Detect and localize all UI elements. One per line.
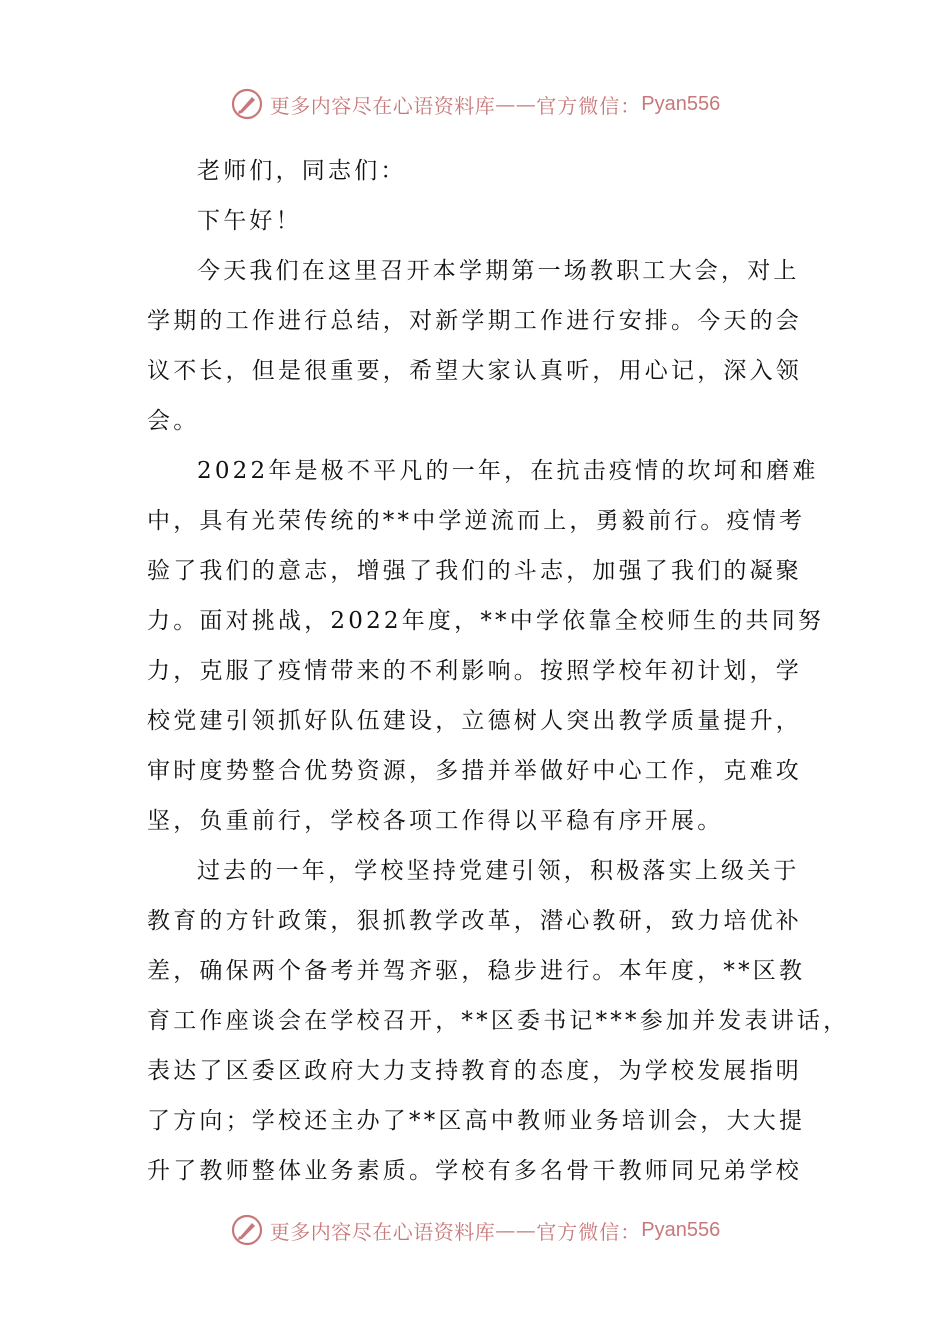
watermark-wechat-label: 官方微信： (536, 1219, 642, 1244)
text-line: 老师们，同志们： (197, 158, 407, 184)
quill-logo-icon (230, 1213, 264, 1247)
watermark-dash: —— (495, 1218, 537, 1242)
text-line: 过去的一年，学校坚持党建引领，积极落实上级关于 (197, 858, 800, 884)
text-line: 审时度势整合优势资源，多措并举做好中心工作，克难攻 (147, 758, 802, 784)
text-line: 力，克服了疫情带来的不利影响。按照学校年初计划，学 (147, 658, 802, 684)
header-watermark-banner (0, 84, 950, 124)
watermark-main-text: 更多内容尽在心语资料库 (269, 93, 496, 118)
text-line: 2022年是极不平凡的一年，在抗击疫情的坎坷和磨难 (197, 458, 819, 484)
text-line: 验了我们的意志，增强了我们的斗志，加强了我们的凝聚 (147, 558, 802, 584)
watermark-wechat-label: 官方微信： (536, 93, 642, 118)
text-line: 学期的工作进行总结，对新学期工作进行安排。今天的会 (147, 308, 802, 334)
watermark-dash: —— (495, 92, 537, 116)
quill-logo-icon (230, 87, 264, 121)
footer-watermark-banner (0, 1210, 950, 1250)
text-line: 今天我们在这里召开本学期第一场教职工大会，对上 (197, 258, 800, 284)
document-body (147, 146, 850, 1196)
text-line: 升了教师整体业务素质。学校有多名骨干教师同兄弟学校 (147, 1158, 802, 1184)
text-line: 育工作座谈会在学校召开，**区委书记***参加并发表讲话， (147, 1008, 850, 1034)
text-line: 力。面对挑战，2022年度，**中学依靠全校师生的共同努 (147, 608, 825, 634)
text-line: 校党建引领抓好队伍建设，立德树人突出教学质量提升， (147, 708, 802, 734)
text-line: 下午好！ (197, 208, 302, 234)
watermark-wechat-id: Pyan556 (641, 92, 721, 115)
text-line: 差，确保两个备考并驾齐驱，稳步进行。本年度，**区教 (147, 958, 806, 984)
text-line: 坚，负重前行，学校各项工作得以平稳有序开展。 (147, 808, 724, 834)
text-line: 了方向；学校还主办了**区高中教师业务培训会，大大提 (147, 1108, 806, 1134)
text-line: 中，具有光荣传统的**中学逆流而上，勇毅前行。疫情考 (147, 508, 806, 534)
watermark-wechat-id: Pyan556 (641, 1218, 721, 1241)
text-line: 表达了区委区政府大力支持教育的态度，为学校发展指明 (147, 1058, 802, 1084)
text-line: 会。 (147, 408, 200, 434)
watermark-main-text: 更多内容尽在心语资料库 (269, 1219, 496, 1244)
text-line: 教育的方针政策，狠抓教学改革，潜心教研，致力培优补 (147, 908, 802, 934)
text-line: 议不长，但是很重要，希望大家认真听，用心记，深入领 (147, 358, 802, 384)
